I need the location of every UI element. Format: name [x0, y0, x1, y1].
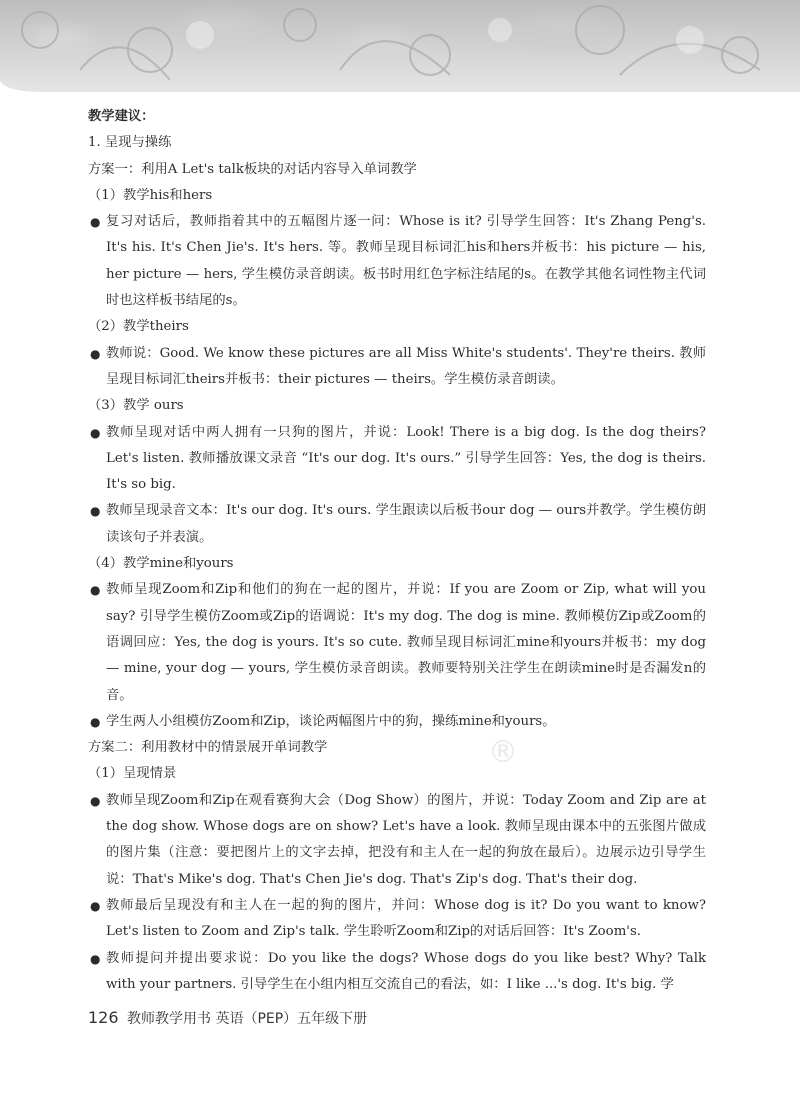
- bullet-icon: ●: [90, 951, 101, 966]
- plan-two-title: 方案二：利用教材中的情景展开单词教学: [88, 740, 328, 756]
- bullet-text: 教师提问并提出要求说：Do you like the dogs? Whose dogs do you like best? Why? Talk with your partners. 引导学生在小组内相互交流自己的看法，如：I like ...'s dog. It's big. 学: [106, 950, 706, 992]
- bullet-text: 教师说：Good. We know these pictures are all Miss White's students'. They're theirs. 教师呈现目标词汇theirs并板书：their pictures — theirs。学生模仿录音朗读。: [106, 345, 706, 387]
- list-item: [88, 946, 706, 999]
- bullet-text: 复习对话后，教师指着其中的五幅图片逐一问：Whose is it? 引导学生回答：It's Zhang Peng's. It's his. It's Chen Jie's. It's hers. 等。教师呈现目标词汇his和hers并板书：his picture — his, her picture — hers, 学生模仿录音朗读。板书时用红色字标注结尾的s。在教学其他名词性物主代词时也这样板书结尾的s。: [106, 214, 706, 309]
- list-item: [88, 498, 706, 551]
- list-item: [88, 420, 706, 499]
- subsection-mine-yours: （4）教学mine和yours: [88, 556, 234, 572]
- bullet-icon: ●: [90, 583, 101, 598]
- list-item: [88, 788, 706, 893]
- subsection-theirs: （2）教学theirs: [88, 319, 189, 335]
- bullet-icon: ●: [90, 504, 101, 519]
- publisher-watermark: ®: [488, 735, 518, 770]
- list-item: [88, 341, 706, 394]
- bullet-text: 教师呈现对话中两人拥有一只狗的图片，并说：Look! There is a big dog. Is the dog theirs? Let's listen. 教师播放课文录音 “It's our dog. It's ours.” 引导学生回答：Yes, the dog is theirs. It's so big.: [106, 424, 706, 493]
- bullet-text: 教师最后呈现没有和主人在一起的狗的图片，并问：Whose dog is it? Do you want to know? Let's listen to Zoom and Zip's talk. 学生聆听Zoom和Zip的对话后回答：It's Zoom's.: [106, 897, 706, 940]
- decorative-floral-banner: [0, 0, 800, 92]
- subsection-ours: （3）教学 ours: [88, 398, 184, 414]
- bullet-icon: ●: [90, 425, 101, 440]
- list-item: [88, 577, 706, 708]
- lesson-content: [88, 104, 706, 998]
- bullet-icon: ●: [90, 793, 101, 808]
- bullet-icon: ●: [90, 898, 101, 913]
- subsection-his-hers: （1）教学his和hers: [88, 187, 213, 203]
- book-title: 教师教学用书 英语（PEP）五年级下册: [127, 1011, 368, 1027]
- heading: 教学建议：: [88, 109, 155, 124]
- page-footer: [88, 1008, 367, 1028]
- page-number: 126: [88, 1008, 119, 1027]
- section-title: 1. 呈现与操练: [88, 135, 172, 151]
- bullet-icon: ●: [90, 714, 101, 729]
- list-item: [88, 893, 706, 946]
- bullet-text: 教师呈现录音文本：It's our dog. It's ours. 学生跟读以后板书our dog — ours并教学。学生模仿朗读该句子并表演。: [106, 503, 706, 545]
- bullet-text: 教师呈现Zoom和Zip在观看赛狗大会（Dog Show）的图片，并说：Today Zoom and Zip are at the dog show. Whose dogs are on show? Let's have a look. 教师呈现由课本中的五张图片做成的图片集（注意：要把图片上的文字去掉，把没有和主人在一起的狗放在最后）。边展示边引导学生说：That's Mike's dog. That's Chen Jie's dog. That's Zip's dog. That's their dog.: [106, 792, 706, 887]
- floral-pattern-icon: [0, 0, 800, 92]
- bullet-icon: ●: [90, 346, 101, 361]
- plan-one-title: 方案一：利用A Let's talk板块的对话内容导入单词教学: [88, 161, 417, 177]
- subsection-situation: （1）呈现情景: [88, 766, 177, 782]
- list-item: [88, 209, 706, 314]
- bullet-text: 教师呈现Zoom和Zip和他们的狗在一起的图片，并说：If you are Zoom or Zip, what will you say? 引导学生模仿Zoom或Zip的语调说：It's my dog. The dog is mine. 教师模仿Zip或Zoom的语调回应：Yes, the dog is yours. It's so cute. 教师呈现目标词汇mine和yours并板书：my dog — mine, your dog — yours, 学生模仿录音朗读。教师要特别关注学生在朗读mine时是否漏发n的音。: [106, 582, 706, 703]
- list-item: [88, 709, 706, 735]
- bullet-text: 学生两人小组模仿Zoom和Zip，谈论两幅图片中的狗，操练mine和yours。: [106, 713, 556, 729]
- bullet-icon: ●: [90, 215, 101, 230]
